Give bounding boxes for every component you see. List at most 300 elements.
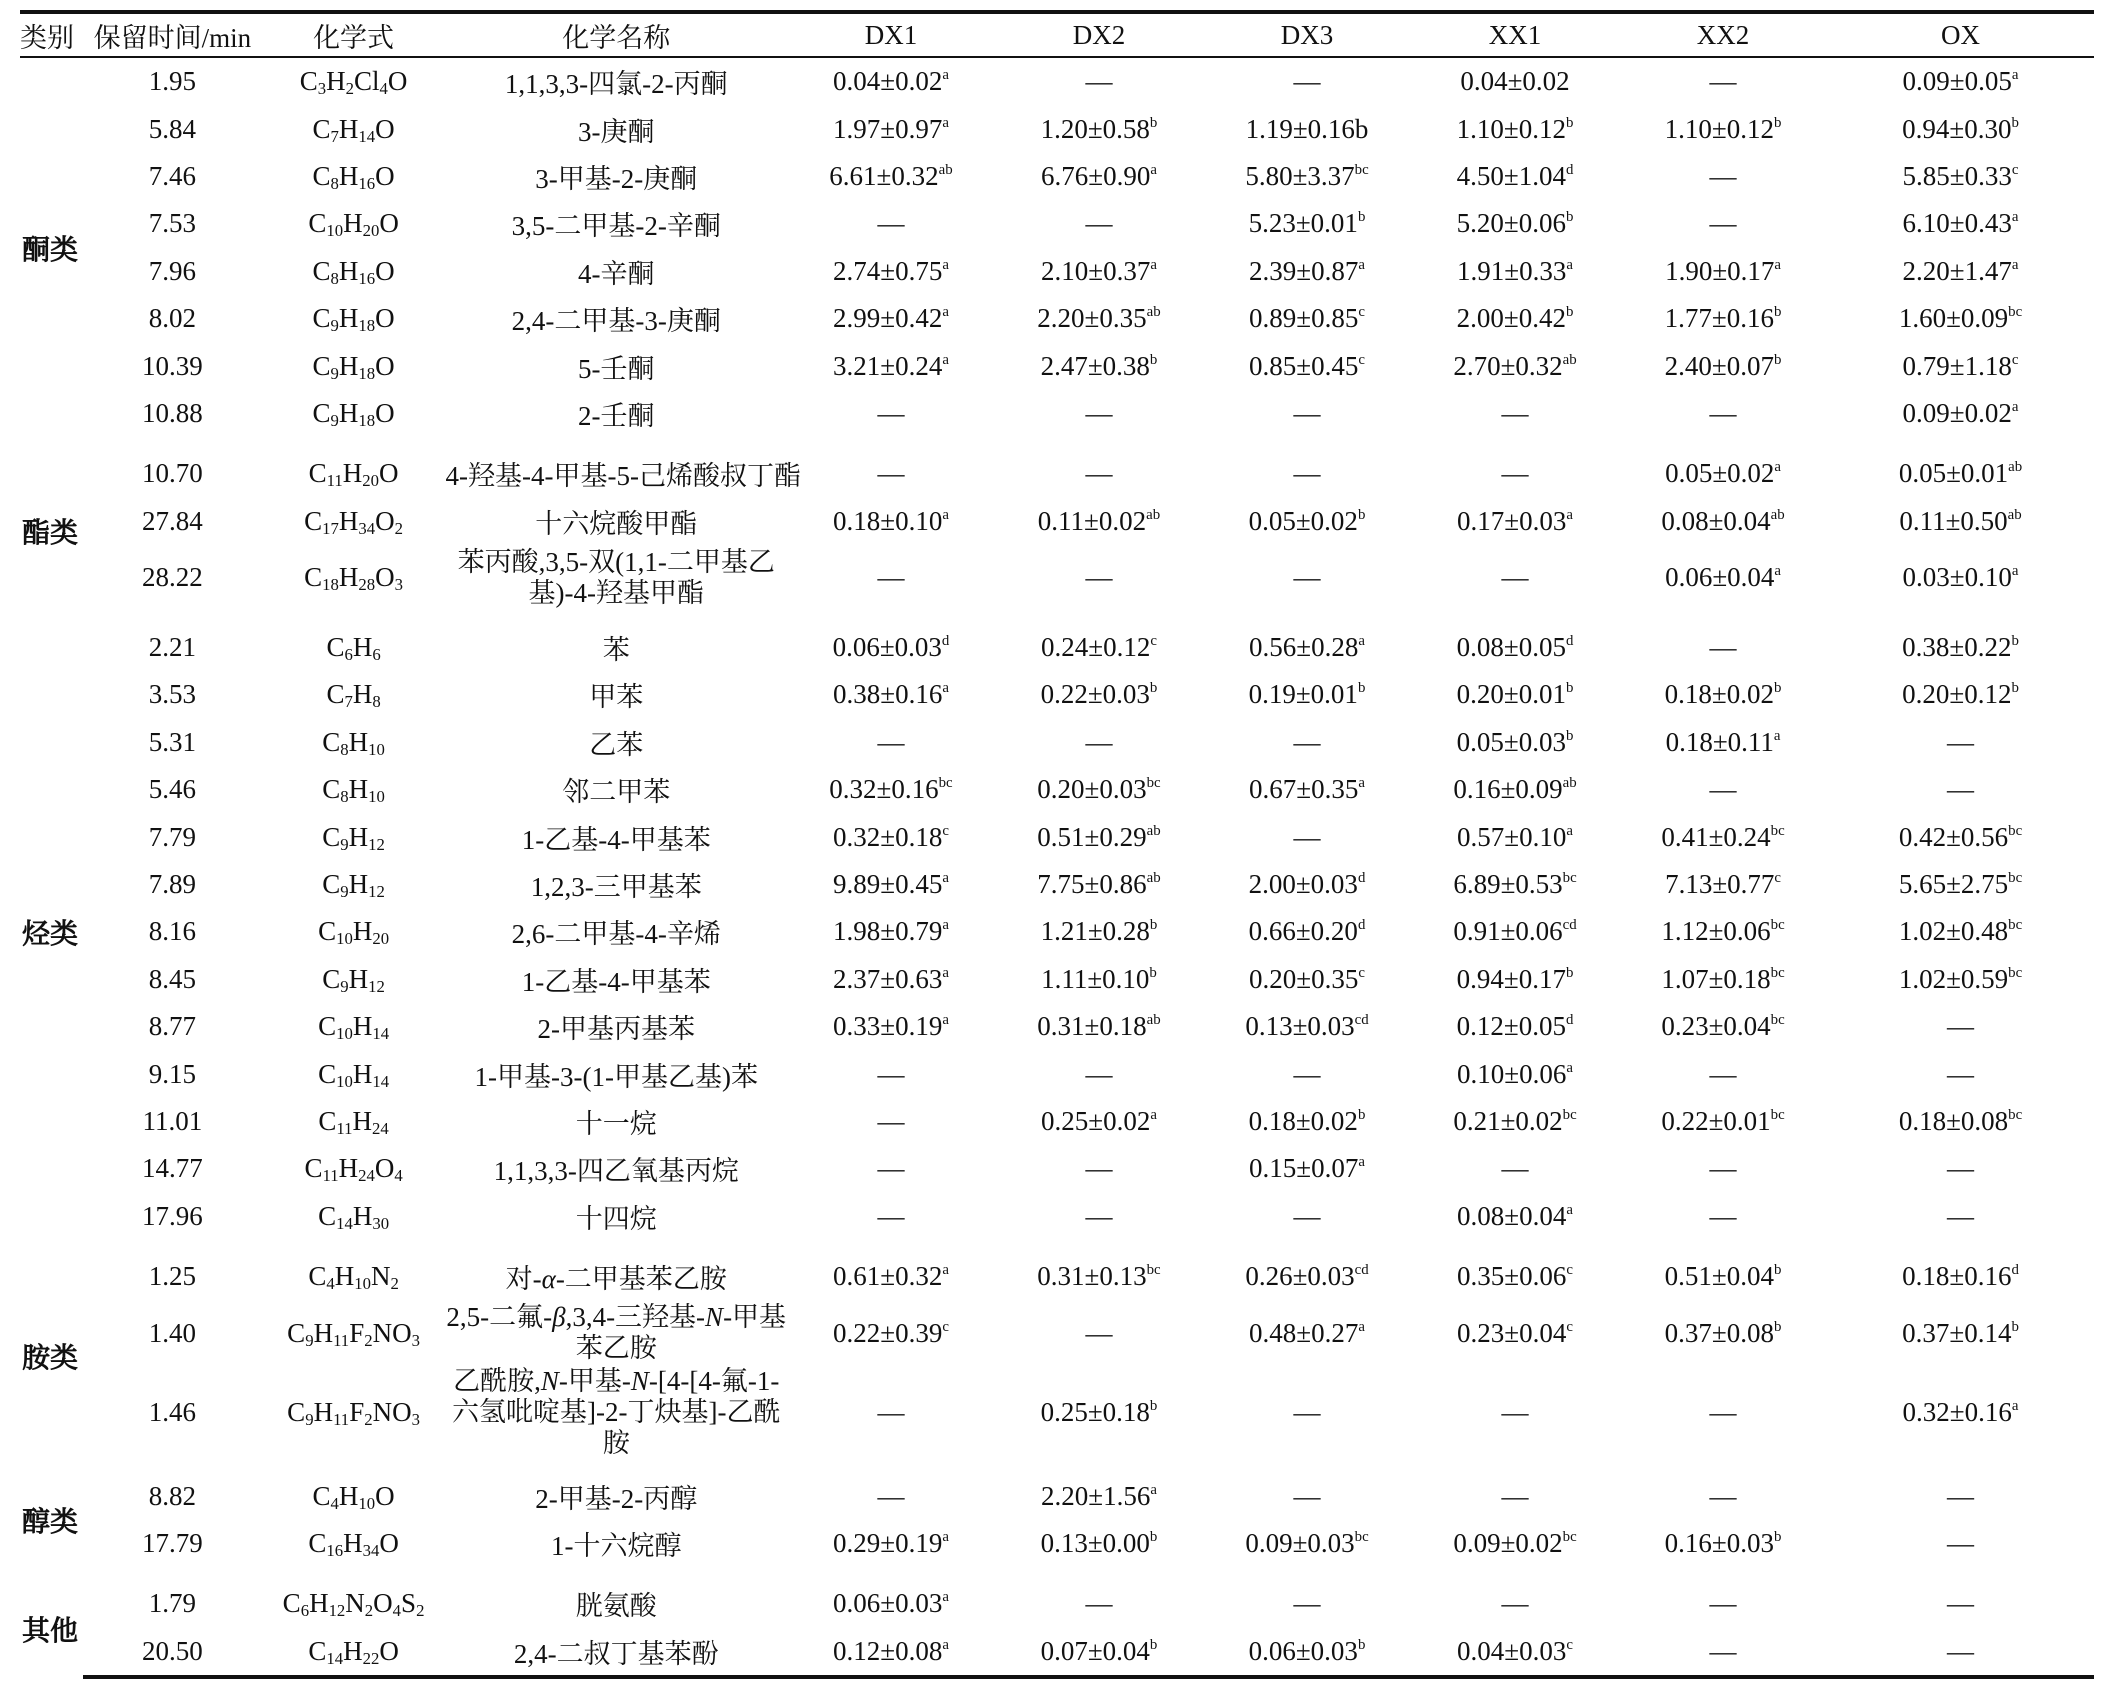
dx3-value-cell: 0.15±0.07$^a$ xyxy=(1249,1153,1365,1184)
formula-cell: $C_{10}H_{14}$ xyxy=(318,1011,390,1044)
dx2-value-cell: 0.51±0.29$^{ab}$ xyxy=(1037,821,1161,852)
retention-time-cell: 5.84 xyxy=(148,113,196,144)
ox-value-cell: — xyxy=(1947,1200,1975,1231)
chemical-name-cell: 1,2,3-三甲基苯 xyxy=(530,872,702,903)
dx2-value-cell: 1.21±0.28$^b$ xyxy=(1040,916,1158,947)
dx2-value-cell: 2.20±0.35$^{ab}$ xyxy=(1037,303,1161,334)
dx1-value-cell: 6.61±0.32$^{ab}$ xyxy=(829,160,953,191)
chemical-name-cell: 4-辛酮 xyxy=(577,258,655,289)
retention-time-cell: 8.45 xyxy=(148,963,196,994)
retention-time-cell: 10.70 xyxy=(141,458,203,489)
dx3-value-cell: 0.66±0.20$^d$ xyxy=(1248,916,1366,947)
dx1-value-cell: 0.61±0.32$^a$ xyxy=(833,1261,949,1292)
dx2-value-cell: — xyxy=(1085,1588,1113,1619)
dx3-value-cell: 0.19±0.01$^b$ xyxy=(1248,679,1366,710)
dx1-value-cell: 2.99±0.42$^a$ xyxy=(833,303,949,334)
table-row xyxy=(20,200,2094,247)
xx1-value-cell: 5.20±0.06$^b$ xyxy=(1456,208,1574,239)
chemical-name-cell: 3-庚酮 xyxy=(577,116,655,147)
table-row xyxy=(20,1300,2094,1366)
dx3-value-cell: — xyxy=(1293,1588,1321,1619)
chemical-name-cell: 2,4-二甲基-3-庚酮 xyxy=(511,306,721,337)
dx3-value-cell: — xyxy=(1293,1397,1321,1428)
ox-value-cell: 5.85±0.33$^c$ xyxy=(1902,160,2019,191)
category-cell: 其他 xyxy=(22,1613,79,1647)
formula-cell: $C_{17}H_{34}O_2$ xyxy=(304,505,403,538)
dx2-value-cell: — xyxy=(1085,458,1113,489)
retention-time-cell: 2.21 xyxy=(148,632,196,663)
retention-time-cell: 7.53 xyxy=(148,208,196,239)
dx1-value-cell: 0.38±0.16$^a$ xyxy=(833,679,949,710)
xx1-value-cell: 0.08±0.04$^a$ xyxy=(1457,1200,1573,1231)
xx2-value-cell: 0.05±0.02$^a$ xyxy=(1665,458,1781,489)
xx1-value-cell: 1.91±0.33$^a$ xyxy=(1457,255,1573,286)
formula-cell: $C_6H_{12}N_2O_4S_2$ xyxy=(282,1588,425,1621)
xx1-value-cell: 0.57±0.10$^a$ xyxy=(1457,821,1573,852)
category-cell: 酯类 xyxy=(22,515,79,549)
ox-value-cell: — xyxy=(1947,1527,1975,1558)
category-cell: 胺类 xyxy=(22,1341,79,1375)
retention-time-cell: 7.79 xyxy=(148,821,196,852)
chemical-name-cell: 2,6-二甲基-4-辛烯 xyxy=(511,919,721,950)
dx1-value-cell: 2.37±0.63$^a$ xyxy=(833,963,949,994)
table-row xyxy=(20,956,2094,1003)
dx1-value-cell: 1.97±0.97$^a$ xyxy=(833,113,949,144)
dx1-value-cell: 0.32±0.16$^{bc}$ xyxy=(829,774,953,805)
formula-cell: $C_{10}H_{20}$ xyxy=(318,916,390,949)
ox-value-cell: — xyxy=(1947,1153,1975,1184)
xx2-value-cell: — xyxy=(1709,774,1737,805)
retention-time-cell: 7.89 xyxy=(148,869,196,900)
dx2-value-cell: — xyxy=(1085,208,1113,239)
retention-time-cell: 9.15 xyxy=(148,1058,196,1089)
retention-time-cell: 1.79 xyxy=(148,1588,196,1619)
table-row xyxy=(20,1240,2094,1300)
category-cell: 酮类 xyxy=(22,232,79,266)
retention-time-cell: 1.40 xyxy=(148,1317,196,1348)
dx2-value-cell: 1.20±0.58$^b$ xyxy=(1040,113,1158,144)
dx2-value-cell: — xyxy=(1085,562,1113,593)
chemical-name-cell: 胱氨酸 xyxy=(575,1591,657,1622)
dx3-value-cell: — xyxy=(1293,458,1321,489)
table-row xyxy=(20,498,2094,545)
ox-value-cell: 1.02±0.48$^{bc}$ xyxy=(1898,916,2023,947)
formula-cell: $C_{16}H_{34}O$ xyxy=(308,1527,399,1561)
dx3-value-cell: 2.00±0.03$^d$ xyxy=(1248,869,1366,900)
ox-value-cell: 0.38±0.22$^b$ xyxy=(1902,632,2019,663)
dx1-value-cell: 0.12±0.08$^a$ xyxy=(787,1628,995,1677)
dx3-value-cell: 1.19±0.16b xyxy=(1245,113,1369,144)
xx1-value-cell: 0.10±0.06$^a$ xyxy=(1457,1058,1573,1089)
dx1-value-cell: 0.18±0.10$^a$ xyxy=(833,505,949,536)
xx1-value-cell: — xyxy=(1501,562,1529,593)
dx3-value-cell: — xyxy=(1293,1058,1321,1089)
formula-cell: $C_{11}H_{24}O_4$ xyxy=(304,1153,403,1186)
formula-cell: $C_9H_{12}$ xyxy=(322,869,385,902)
chemical-name-cell: 2-甲基-2-丙醇 xyxy=(535,1483,698,1514)
dx2-value-cell: 0.31±0.18$^{ab}$ xyxy=(1037,1011,1161,1042)
ox-value-cell: 6.10±0.43$^a$ xyxy=(1902,208,2019,239)
dx3-value-cell: 0.48±0.27$^a$ xyxy=(1249,1317,1365,1348)
dx2-value-cell: 0.07±0.04$^b$ xyxy=(995,1628,1203,1677)
dx2-value-cell: 0.11±0.02$^{ab}$ xyxy=(1037,505,1161,536)
xx2-value-cell: — xyxy=(1709,1200,1737,1231)
chemical-name-cell: 3-甲基-2-庚酮 xyxy=(535,163,698,194)
dx2-value-cell: 0.13±0.00$^b$ xyxy=(1040,1527,1158,1558)
retention-time-cell: 28.22 xyxy=(141,562,203,593)
ox-value-cell: — xyxy=(1947,1480,1975,1511)
dx1-value-cell: 9.89±0.45$^a$ xyxy=(833,869,949,900)
chemical-name-cell: 2,5-二氟-β,3,4-三羟基-N-甲基苯乙胺 xyxy=(446,1302,787,1364)
table-row xyxy=(20,766,2094,813)
chemical-name-cell: 十六烷酸甲酯 xyxy=(535,508,698,539)
formula-cell: $C_9H_{11}F_2NO_3$ xyxy=(287,1317,420,1351)
table-row xyxy=(20,57,2094,105)
formula-cell: $C_9H_{12}$ xyxy=(322,821,385,854)
dx3-value-cell: 2.39±0.87$^a$ xyxy=(1249,255,1365,286)
formula-cell: $C_4H_{10}N_2$ xyxy=(308,1261,399,1294)
xx2-value-cell: 0.23±0.04$^{bc}$ xyxy=(1661,1011,1785,1042)
table-row xyxy=(20,1050,2094,1097)
xx1-value-cell: 0.09±0.02$^{bc}$ xyxy=(1453,1527,1577,1558)
xx2-value-cell: 0.37±0.08$^b$ xyxy=(1664,1317,1782,1348)
dx3-value-cell: 0.85±0.45$^c$ xyxy=(1249,350,1365,381)
dx2-value-cell: — xyxy=(1085,1317,1113,1348)
chemical-name-cell: 邻二甲苯 xyxy=(562,777,671,808)
xx1-value-cell: — xyxy=(1501,458,1529,489)
xx2-value-cell: 0.41±0.24$^{bc}$ xyxy=(1661,821,1785,852)
dx1-value-cell: 0.32±0.18$^c$ xyxy=(833,821,949,852)
retention-time-cell: 17.96 xyxy=(141,1200,203,1231)
ox-value-cell: 0.20±0.12$^b$ xyxy=(1902,679,2019,710)
xx1-value-cell: — xyxy=(1501,1588,1529,1619)
xx1-value-cell: 0.08±0.05$^d$ xyxy=(1456,632,1574,663)
xx1-value-cell: 1.10±0.12$^b$ xyxy=(1456,113,1574,144)
dx1-value-cell: 0.06±0.03$^d$ xyxy=(832,632,950,663)
xx1-value-cell: 0.05±0.03$^b$ xyxy=(1456,726,1574,757)
xx1-value-cell: 4.50±1.04$^d$ xyxy=(1456,160,1574,191)
table-row xyxy=(20,611,2094,671)
table-row xyxy=(20,1145,2094,1192)
dx1-value-cell: 3.21±0.24$^a$ xyxy=(833,350,949,381)
table-row xyxy=(20,1520,2094,1567)
chemical-name-cell: 乙苯 xyxy=(589,729,644,760)
table-row xyxy=(20,1628,2094,1677)
retention-time-cell: 20.50 xyxy=(83,1628,262,1677)
dx2-value-cell: 2.10±0.37$^a$ xyxy=(1041,255,1157,286)
header-dx1: DX1 xyxy=(787,12,995,57)
retention-time-cell: 17.79 xyxy=(141,1527,203,1558)
retention-time-cell: 27.84 xyxy=(141,505,203,536)
xx2-value-cell: 0.51±0.04$^b$ xyxy=(1664,1261,1782,1292)
ox-value-cell: — xyxy=(1947,774,1975,805)
dx1-value-cell: — xyxy=(877,1106,905,1136)
dx2-value-cell: 0.20±0.03$^{bc}$ xyxy=(1037,774,1161,805)
chemical-name-cell: 1,1,3,3-四氯-2-丙酮 xyxy=(504,69,728,100)
header-row xyxy=(20,12,2094,57)
chemical-name-cell: 2-壬酮 xyxy=(577,400,655,431)
chemical-name-cell: 乙酰胺,N-甲基-N-[4-[4-氟-1-六氢吡啶基]-2-丁炔基]-乙酰胺 xyxy=(451,1366,781,1459)
ox-value-cell: — xyxy=(1947,726,1975,757)
chemical-name-cell: 1,1,3,3-四乙氧基丙烷 xyxy=(493,1156,739,1187)
formula-cell: $C_6H_6$ xyxy=(326,632,381,665)
dx2-value-cell: 0.25±0.18$^b$ xyxy=(1040,1397,1158,1428)
formula-cell: $C_{14}H_{22}O$ xyxy=(262,1628,446,1677)
formula-cell: $C_{14}H_{30}$ xyxy=(318,1200,390,1233)
ox-value-cell: 0.18±0.08$^{bc}$ xyxy=(1898,1106,2023,1136)
retention-time-cell: 10.39 xyxy=(141,350,203,381)
dx2-value-cell: 1.11±0.10$^b$ xyxy=(1041,963,1157,994)
dx2-value-cell: 6.76±0.90$^a$ xyxy=(1041,160,1157,191)
table-row xyxy=(20,861,2094,908)
chemical-name-cell: 十一烷 xyxy=(575,1109,657,1139)
formula-cell: $C_4H_{10}O$ xyxy=(312,1480,395,1513)
dx1-value-cell: — xyxy=(877,1153,905,1184)
table-row xyxy=(20,1567,2094,1627)
dx2-value-cell: — xyxy=(1085,1153,1113,1184)
dx1-value-cell: — xyxy=(877,208,905,239)
chemical-name-cell: 1-乙基-4-甲基苯 xyxy=(521,966,711,997)
retention-time-cell: 5.46 xyxy=(148,774,196,805)
table-row xyxy=(20,719,2094,766)
category-cell: 烃类 xyxy=(22,916,79,950)
dx1-value-cell: — xyxy=(877,458,905,489)
xx2-value-cell: 0.16±0.03$^b$ xyxy=(1664,1527,1782,1558)
xx2-value-cell: — xyxy=(1709,1588,1737,1619)
xx1-value-cell: 0.04±0.02 xyxy=(1460,66,1570,97)
table-row xyxy=(20,390,2094,437)
xx2-value-cell: 0.22±0.01$^{bc}$ xyxy=(1661,1106,1785,1136)
dx2-value-cell: 0.22±0.03$^b$ xyxy=(1040,679,1158,710)
formula-cell: $C_{10}H_{14}$ xyxy=(318,1058,390,1091)
retention-time-cell: 5.31 xyxy=(148,726,196,757)
retention-time-cell: 1.46 xyxy=(148,1397,196,1428)
ox-value-cell: 0.79±1.18$^c$ xyxy=(1902,350,2019,381)
dx2-value-cell: — xyxy=(1085,397,1113,428)
header-formula: 化学式 xyxy=(262,12,446,57)
dx1-value-cell: — xyxy=(877,1200,905,1231)
dx3-value-cell: 5.23±0.01$^b$ xyxy=(1248,208,1366,239)
formula-cell: $C_{11}H_{20}O$ xyxy=(308,458,399,491)
dx3-value-cell: 0.26±0.03$^{cd}$ xyxy=(1245,1261,1369,1292)
dx2-value-cell: 0.24±0.12$^c$ xyxy=(1041,632,1157,663)
retention-time-cell: 11.01 xyxy=(142,1106,203,1136)
dx2-value-cell: — xyxy=(1085,1200,1113,1231)
chemical-name-cell: 2,4-二叔丁基苯酚 xyxy=(446,1628,787,1677)
xx2-value-cell: — xyxy=(1709,160,1737,191)
xx2-value-cell: — xyxy=(1709,397,1737,428)
table-row xyxy=(20,813,2094,860)
dx3-value-cell: — xyxy=(1293,1480,1321,1511)
header-dx3: DX3 xyxy=(1203,12,1411,57)
xx1-value-cell: 0.23±0.04$^c$ xyxy=(1457,1317,1573,1348)
xx2-value-cell: — xyxy=(1709,66,1737,97)
header-dx2: DX2 xyxy=(995,12,1203,57)
dx2-value-cell: — xyxy=(1085,726,1113,757)
dx3-value-cell: 0.05±0.02$^b$ xyxy=(1248,505,1366,536)
dx1-value-cell: — xyxy=(877,562,905,593)
table-row xyxy=(20,1098,2094,1145)
xx1-value-cell: — xyxy=(1501,1153,1529,1184)
dx3-value-cell: — xyxy=(1293,821,1321,852)
xx1-value-cell: 0.17±0.03$^a$ xyxy=(1457,505,1573,536)
chemical-name-cell: 甲苯 xyxy=(589,682,644,713)
dx1-value-cell: 2.74±0.75$^a$ xyxy=(833,255,949,286)
dx1-value-cell: 0.22±0.39$^c$ xyxy=(833,1317,949,1348)
xx2-value-cell: 1.90±0.17$^a$ xyxy=(1665,255,1781,286)
xx2-value-cell: — xyxy=(1619,1628,1827,1677)
ox-value-cell: 0.32±0.16$^a$ xyxy=(1902,1397,2019,1428)
xx2-value-cell: — xyxy=(1709,1397,1737,1428)
xx2-value-cell: 1.07±0.18$^{bc}$ xyxy=(1661,963,1785,994)
ox-value-cell: 0.94±0.30$^b$ xyxy=(1902,113,2019,144)
xx1-value-cell: 0.04±0.03$^c$ xyxy=(1411,1628,1619,1677)
formula-cell: $C_8H_{16}O$ xyxy=(312,160,395,194)
dx2-value-cell: — xyxy=(1085,66,1113,97)
dx2-value-cell: 2.20±1.56$^a$ xyxy=(1041,1480,1157,1511)
dx1-value-cell: 0.33±0.19$^a$ xyxy=(833,1011,949,1042)
xx2-value-cell: 2.40±0.07$^b$ xyxy=(1664,350,1782,381)
category-cell: 醇类 xyxy=(22,1504,79,1538)
formula-cell: $C_9H_{18}O$ xyxy=(312,397,395,431)
formula-cell: $C_9H_{18}O$ xyxy=(312,350,395,383)
formula-cell: $C_8H_{10}$ xyxy=(322,774,385,807)
formula-cell: $C_3H_2Cl_4O$ xyxy=(299,66,408,99)
table-row xyxy=(20,671,2094,718)
dx1-value-cell: 1.98±0.79$^a$ xyxy=(833,916,949,947)
formula-cell: $C_9H_{18}O$ xyxy=(312,303,395,336)
xx2-value-cell: 0.18±0.02$^b$ xyxy=(1664,679,1782,710)
ox-value-cell: 1.02±0.59$^{bc}$ xyxy=(1898,963,2023,994)
xx1-value-cell: — xyxy=(1501,1480,1529,1511)
dx1-value-cell: 0.04±0.02$^a$ xyxy=(833,66,949,97)
retention-time-cell: 14.77 xyxy=(141,1153,203,1184)
header-retention-time: 保留时间/min xyxy=(83,12,262,57)
xx2-value-cell: 1.77±0.16$^b$ xyxy=(1664,303,1782,334)
ox-value-cell: 5.65±2.75$^{bc}$ xyxy=(1898,869,2023,900)
chemical-name-cell: 苯 xyxy=(602,635,630,666)
dx1-value-cell: 0.06±0.03$^a$ xyxy=(833,1588,949,1619)
table-row xyxy=(20,1003,2094,1050)
table-row xyxy=(20,342,2094,389)
dx3-value-cell: — xyxy=(1293,562,1321,593)
formula-cell: $C_8H_{16}O$ xyxy=(312,255,395,288)
ox-value-cell: — xyxy=(1947,1058,1975,1089)
dx2-value-cell: 7.75±0.86$^{ab}$ xyxy=(1037,869,1161,900)
xx2-value-cell: 1.10±0.12$^b$ xyxy=(1664,113,1782,144)
formula-cell: $C_{18}H_{28}O_3$ xyxy=(304,562,403,595)
dx2-value-cell: 0.25±0.02$^a$ xyxy=(1041,1106,1157,1136)
formula-cell: $C_{10}H_{20}O$ xyxy=(308,208,399,241)
ox-value-cell: 1.60±0.09$^{bc}$ xyxy=(1898,303,2023,334)
table-row xyxy=(20,1366,2094,1459)
ox-value-cell: 0.11±0.50$^{ab}$ xyxy=(1899,505,2022,536)
dx3-value-cell: 0.09±0.03$^{bc}$ xyxy=(1245,1527,1369,1558)
ox-value-cell: 0.09±0.02$^a$ xyxy=(1902,397,2019,428)
formula-cell: $C_9H_{11}F_2NO_3$ xyxy=(287,1397,420,1430)
xx2-value-cell: — xyxy=(1709,1153,1737,1184)
xx2-value-cell: 0.06±0.04$^a$ xyxy=(1665,562,1781,593)
formula-cell: $C_7H_8$ xyxy=(326,679,381,712)
xx2-value-cell: — xyxy=(1709,1480,1737,1511)
chemical-name-cell: 2-甲基丙基苯 xyxy=(537,1014,695,1045)
dx3-value-cell: 0.89±0.85$^c$ xyxy=(1249,303,1365,334)
dx3-value-cell: 0.56±0.28$^a$ xyxy=(1249,632,1365,663)
dx3-value-cell: 0.67±0.35$^a$ xyxy=(1249,774,1365,805)
xx1-value-cell: 6.89±0.53$^{bc}$ xyxy=(1453,869,1577,900)
xx1-value-cell: 0.94±0.17$^b$ xyxy=(1456,963,1574,994)
retention-time-cell: 3.53 xyxy=(148,679,196,710)
ox-value-cell: 0.18±0.16$^d$ xyxy=(1902,1261,2019,1292)
retention-time-cell: 7.46 xyxy=(148,160,196,191)
xx2-value-cell: 7.13±0.77$^c$ xyxy=(1665,869,1781,900)
dx1-value-cell: 0.29±0.19$^a$ xyxy=(833,1527,949,1558)
chemical-name-cell: 苯丙酸,3,5-双(1,1-二甲基乙基)-4-羟基甲酯 xyxy=(457,546,775,608)
dx3-value-cell: — xyxy=(1293,66,1321,97)
table-row xyxy=(20,248,2094,295)
table-row xyxy=(20,295,2094,342)
dx2-value-cell: 0.31±0.13$^{bc}$ xyxy=(1037,1261,1161,1292)
header-chemical-name: 化学名称 xyxy=(446,12,787,57)
retention-time-cell: 1.95 xyxy=(148,66,196,97)
chemical-name-cell: 3,5-二甲基-2-辛酮 xyxy=(511,211,721,242)
xx1-value-cell: 2.70±0.32$^{ab}$ xyxy=(1453,350,1577,381)
chemical-name-cell: 1-甲基-3-(1-甲基乙基)苯 xyxy=(474,1061,758,1092)
dx2-value-cell: — xyxy=(1085,1058,1113,1089)
dx2-value-cell: 2.47±0.38$^b$ xyxy=(1040,350,1158,381)
table-row xyxy=(20,545,2094,611)
xx1-value-cell: 0.21±0.02$^{bc}$ xyxy=(1453,1106,1577,1136)
dx3-value-cell: 0.13±0.03$^{cd}$ xyxy=(1245,1011,1369,1042)
ox-value-cell: 0.03±0.10$^a$ xyxy=(1902,562,2019,593)
chemical-name-cell: 1-乙基-4-甲基苯 xyxy=(521,824,711,855)
retention-time-cell: 8.02 xyxy=(148,303,196,334)
xx2-value-cell: 0.08±0.04$^{ab}$ xyxy=(1661,505,1785,536)
retention-time-cell: 8.16 xyxy=(148,916,196,947)
dx1-value-cell: — xyxy=(877,726,905,757)
formula-cell: $C_7H_{14}O$ xyxy=(312,113,395,146)
dx1-value-cell: — xyxy=(877,397,905,428)
ox-value-cell: — xyxy=(1947,1588,1975,1619)
dx3-value-cell: 0.06±0.03$^b$ xyxy=(1203,1628,1411,1677)
xx1-value-cell: 2.00±0.42$^b$ xyxy=(1456,303,1574,334)
xx2-value-cell: — xyxy=(1709,1058,1737,1089)
ox-value-cell: — xyxy=(1947,1011,1975,1042)
formula-cell: $C_{11}H_{24}$ xyxy=(318,1106,389,1139)
compound-table xyxy=(20,10,2094,1679)
xx2-value-cell: — xyxy=(1709,632,1737,663)
chemical-name-cell: 对-α-二甲基苯乙胺 xyxy=(505,1264,727,1295)
formula-cell: $C_9H_{12}$ xyxy=(322,963,385,996)
formula-cell: $C_8H_{10}$ xyxy=(322,726,385,760)
retention-time-cell: 8.82 xyxy=(148,1480,196,1511)
header-ox: OX xyxy=(1827,12,2094,57)
table-row xyxy=(20,437,2094,497)
xx1-value-cell: 0.91±0.06$^{cd}$ xyxy=(1453,916,1577,947)
header-xx1: XX1 xyxy=(1411,12,1619,57)
xx1-value-cell: 0.35±0.06$^c$ xyxy=(1457,1261,1573,1292)
chemical-name-cell: 十四烷 xyxy=(575,1203,657,1234)
ox-value-cell: 0.05±0.01$^{ab}$ xyxy=(1898,458,2023,489)
dx3-value-cell: 0.18±0.02$^b$ xyxy=(1248,1106,1366,1136)
xx2-value-cell: 0.18±0.11$^a$ xyxy=(1665,726,1781,757)
dx3-value-cell: — xyxy=(1293,397,1321,428)
retention-time-cell: 10.88 xyxy=(141,397,203,428)
table-row xyxy=(20,153,2094,200)
xx1-value-cell: 0.16±0.09$^{ab}$ xyxy=(1453,774,1577,805)
dx3-value-cell: — xyxy=(1293,1200,1321,1231)
xx1-value-cell: 0.20±0.01$^b$ xyxy=(1456,679,1574,710)
